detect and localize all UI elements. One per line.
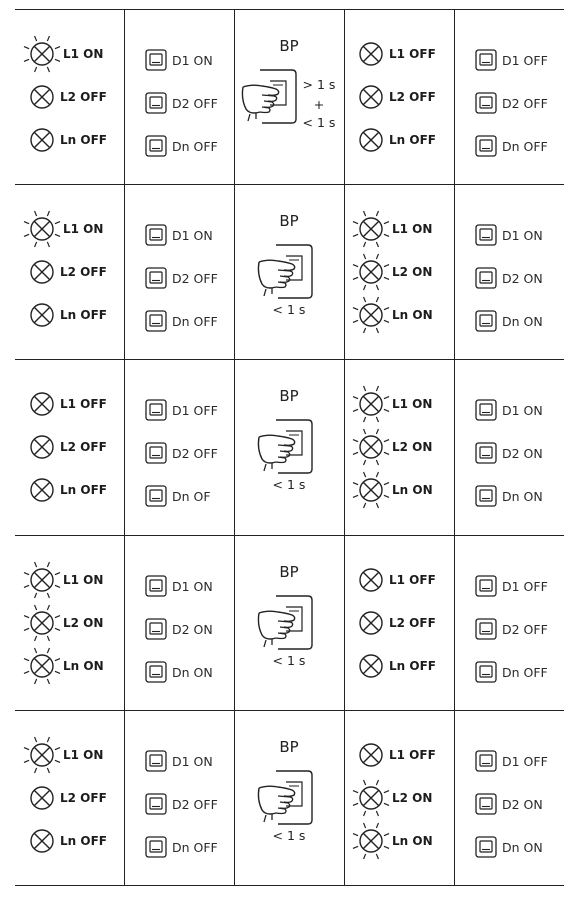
device-status-item	[475, 485, 543, 507]
lamp-label: Ln OFF	[389, 133, 436, 147]
device-status-item	[475, 793, 543, 815]
lamp-label: Ln ON	[392, 308, 433, 322]
lamp-on-icon	[350, 208, 392, 250]
lamp-status-item	[357, 83, 436, 111]
sequence-row	[15, 9, 564, 184]
lamp-status-item	[357, 652, 436, 680]
switch-device-icon	[475, 224, 497, 246]
device-label: Dn OFF	[502, 664, 548, 680]
lamp-label: L2 ON	[392, 440, 433, 454]
lamp-label: Ln ON	[392, 834, 433, 848]
lamp-label: Ln OFF	[60, 133, 107, 147]
lamp-status-item	[357, 566, 436, 594]
device-status-item	[475, 442, 543, 464]
push-button-hand-icon	[256, 768, 320, 830]
switch-device-icon	[475, 92, 497, 114]
switch-device-icon	[475, 836, 497, 858]
lamp-status-item	[350, 469, 433, 511]
switch-device-icon	[475, 310, 497, 332]
press-duration-text: < 1 s	[272, 302, 306, 317]
before-lamps-cell	[15, 535, 124, 710]
lamp-on-icon	[350, 294, 392, 336]
device-label: D2 ON	[172, 621, 213, 637]
after-lamps-cell	[344, 9, 454, 184]
switch-device-icon	[475, 618, 497, 640]
switch-device-icon	[145, 793, 167, 815]
device-label: D1 ON	[172, 227, 213, 243]
device-status-item	[475, 92, 548, 114]
lamp-status-item	[28, 301, 107, 329]
lamp-status-item	[21, 602, 103, 644]
switch-device-icon	[145, 618, 167, 640]
after-lamps-cell	[344, 535, 454, 710]
device-status-item	[475, 49, 548, 71]
device-label: D1 OFF	[172, 402, 218, 418]
lamp-status-item	[28, 784, 107, 812]
lamp-status-item	[21, 208, 103, 250]
press-duration-text: < 1 s	[272, 477, 306, 492]
before-devices-cell	[124, 710, 234, 885]
switch-device-icon	[145, 267, 167, 289]
switch-device-icon	[145, 442, 167, 464]
push-button-illustration	[256, 242, 320, 304]
device-label: D1 OFF	[502, 578, 548, 594]
lamp-off-icon	[28, 258, 56, 286]
lamp-status-item	[350, 426, 432, 468]
lamp-status-item	[28, 476, 107, 504]
lamp-on-icon	[21, 33, 63, 75]
lamp-status-item	[21, 734, 103, 776]
device-label: D2 OFF	[172, 270, 218, 286]
lamp-status-item	[350, 294, 433, 336]
lamp-off-icon	[28, 83, 56, 111]
device-status-item	[145, 399, 218, 421]
sequence-row	[15, 359, 564, 534]
switch-device-icon	[145, 575, 167, 597]
lamp-label: Ln OFF	[389, 659, 436, 673]
lamp-status-item	[28, 83, 107, 111]
switch-device-icon	[145, 135, 167, 157]
lamp-status-item	[28, 827, 107, 855]
lamp-on-icon	[21, 208, 63, 250]
before-devices-cell	[124, 184, 234, 359]
lamp-status-item	[350, 777, 432, 819]
switch-device-icon	[145, 485, 167, 507]
lamp-on-icon	[350, 820, 392, 862]
lamp-status-item	[21, 645, 104, 687]
device-label: Dn OFF	[502, 138, 548, 154]
device-label: D2 ON	[502, 796, 543, 812]
push-button-hand-icon	[256, 593, 320, 655]
lamp-label: L2 OFF	[60, 90, 107, 104]
push-button-hand-icon	[256, 417, 320, 479]
lamp-on-icon	[350, 383, 392, 425]
after-lamps-cell	[344, 710, 454, 885]
lamp-status-item	[21, 559, 103, 601]
row-divider	[15, 885, 564, 886]
switch-device-icon	[475, 49, 497, 71]
device-label: D2 ON	[502, 445, 543, 461]
lamp-label: L2 OFF	[60, 265, 107, 279]
device-status-item	[145, 224, 213, 246]
lamp-label: Ln ON	[63, 659, 104, 673]
device-label: Dn ON	[502, 839, 543, 855]
lamp-on-icon	[350, 777, 392, 819]
device-label: D2 OFF	[172, 796, 218, 812]
before-lamps-cell	[15, 710, 124, 885]
after-devices-cell	[454, 184, 564, 359]
lamp-on-icon	[21, 559, 63, 601]
device-label: D2 OFF	[502, 95, 548, 111]
push-button-cell	[234, 359, 344, 534]
lamp-label: L1 OFF	[389, 47, 436, 61]
device-status-item	[145, 793, 218, 815]
push-button-label: BP	[279, 212, 299, 230]
switch-device-icon	[475, 485, 497, 507]
lamp-label: L1 ON	[63, 47, 104, 61]
lamp-label: L2 OFF	[389, 90, 436, 104]
before-lamps-cell	[15, 9, 124, 184]
switch-device-icon	[475, 793, 497, 815]
lamp-label: Ln OFF	[60, 834, 107, 848]
device-status-item	[145, 750, 213, 772]
device-label: D1 ON	[172, 578, 213, 594]
switch-device-icon	[145, 661, 167, 683]
lamp-off-icon	[28, 784, 56, 812]
lamp-label: L2 ON	[392, 265, 433, 279]
press-duration-text: < 1 s	[272, 653, 306, 668]
lamp-off-icon	[28, 301, 56, 329]
device-status-item	[145, 575, 213, 597]
sequence-row	[15, 710, 564, 885]
device-status-item	[475, 836, 543, 858]
device-status-item	[475, 224, 543, 246]
press-duration-text: < 1 s	[302, 115, 336, 130]
device-label: D2 ON	[502, 270, 543, 286]
device-label: D1 OFF	[502, 753, 548, 769]
device-status-item	[145, 92, 218, 114]
device-label: Dn OFF	[172, 138, 218, 154]
device-label: D1 ON	[172, 52, 213, 68]
before-devices-cell	[124, 359, 234, 534]
push-button-label: BP	[279, 563, 299, 581]
device-status-item	[145, 836, 218, 858]
after-lamps-cell	[344, 184, 454, 359]
lamp-status-item	[28, 258, 107, 286]
device-status-item	[145, 485, 211, 507]
before-devices-cell	[124, 535, 234, 710]
lamp-label: L2 OFF	[60, 791, 107, 805]
push-button-illustration	[256, 593, 320, 655]
after-devices-cell	[454, 359, 564, 534]
device-status-item	[145, 618, 213, 640]
lamp-label: L1 OFF	[60, 397, 107, 411]
push-button-illustration	[240, 67, 304, 129]
lamp-label: L1 ON	[63, 748, 104, 762]
lamp-off-icon	[357, 83, 385, 111]
push-button-illustration	[256, 768, 320, 830]
device-label: Dn ON	[502, 313, 543, 329]
push-button-cell	[234, 535, 344, 710]
lamp-off-icon	[357, 40, 385, 68]
switch-device-icon	[475, 399, 497, 421]
lamp-label: L1 OFF	[389, 573, 436, 587]
lamp-status-item	[357, 126, 436, 154]
lamp-label: L2 OFF	[389, 616, 436, 630]
push-button-illustration	[256, 417, 320, 479]
press-duration-text: +	[313, 97, 325, 112]
lamp-off-icon	[28, 476, 56, 504]
device-status-item	[145, 661, 213, 683]
lamp-off-icon	[357, 566, 385, 594]
switch-device-icon	[145, 399, 167, 421]
lamp-status-item	[28, 433, 107, 461]
lamp-status-item	[357, 609, 436, 637]
device-status-item	[475, 135, 548, 157]
device-status-item	[145, 135, 218, 157]
switch-device-icon	[475, 442, 497, 464]
lamp-status-item	[350, 208, 432, 250]
lamp-label: L2 ON	[392, 791, 433, 805]
switch-device-icon	[475, 750, 497, 772]
lamp-status-item	[350, 383, 432, 425]
switch-device-icon	[475, 267, 497, 289]
switch-device-icon	[145, 224, 167, 246]
after-devices-cell	[454, 9, 564, 184]
device-label: Dn OF	[172, 488, 211, 504]
lamp-label: Ln OFF	[60, 308, 107, 322]
switch-device-icon	[145, 310, 167, 332]
device-status-item	[475, 750, 548, 772]
lamp-off-icon	[28, 433, 56, 461]
lamp-status-item	[21, 33, 103, 75]
lamp-label: L2 OFF	[60, 440, 107, 454]
device-label: D2 OFF	[172, 445, 218, 461]
device-label: D1 ON	[172, 753, 213, 769]
lamp-label: L1 ON	[63, 222, 104, 236]
switch-device-icon	[145, 836, 167, 858]
device-status-item	[475, 267, 543, 289]
push-button-cell	[234, 184, 344, 359]
lamp-off-icon	[357, 741, 385, 769]
lamp-off-icon	[357, 126, 385, 154]
after-devices-cell	[454, 710, 564, 885]
push-button-hand-icon	[240, 67, 304, 129]
switch-device-icon	[145, 92, 167, 114]
push-button-label: BP	[279, 387, 299, 405]
device-label: D1 OFF	[502, 52, 548, 68]
device-status-item	[475, 399, 543, 421]
device-status-item	[145, 310, 218, 332]
lamp-label: L1 OFF	[389, 748, 436, 762]
sequence-row	[15, 535, 564, 710]
after-devices-cell	[454, 535, 564, 710]
device-status-item	[475, 310, 543, 332]
before-lamps-cell	[15, 359, 124, 534]
device-status-item	[475, 661, 548, 683]
device-label: Dn OFF	[172, 839, 218, 855]
push-button-hand-icon	[256, 242, 320, 304]
lamp-on-icon	[21, 602, 63, 644]
device-label: D1 ON	[502, 402, 543, 418]
switch-device-icon	[145, 49, 167, 71]
device-label: D2 OFF	[502, 621, 548, 637]
device-status-item	[475, 575, 548, 597]
before-devices-cell	[124, 9, 234, 184]
device-label: Dn ON	[172, 664, 213, 680]
lamp-status-item	[28, 390, 107, 418]
lamp-status-item	[357, 40, 436, 68]
lamp-on-icon	[21, 645, 63, 687]
push-button-cell	[234, 9, 344, 184]
device-label: D2 OFF	[172, 95, 218, 111]
lamp-on-icon	[21, 734, 63, 776]
after-lamps-cell	[344, 359, 454, 534]
device-status-item	[145, 267, 218, 289]
lamp-status-item	[350, 820, 433, 862]
lamp-on-icon	[350, 426, 392, 468]
device-status-item	[475, 618, 548, 640]
lamp-on-icon	[350, 251, 392, 293]
switch-device-icon	[475, 575, 497, 597]
push-button-cell	[234, 710, 344, 885]
lamp-off-icon	[357, 652, 385, 680]
lamp-off-icon	[28, 126, 56, 154]
lamp-status-item	[28, 126, 107, 154]
lamp-off-icon	[28, 827, 56, 855]
lamp-on-icon	[350, 469, 392, 511]
push-button-label: BP	[279, 738, 299, 756]
switch-device-icon	[475, 135, 497, 157]
press-duration-text: < 1 s	[272, 828, 306, 843]
device-label: Dn ON	[502, 488, 543, 504]
before-lamps-cell	[15, 184, 124, 359]
device-status-item	[145, 49, 213, 71]
press-duration-text: > 1 s	[302, 77, 336, 92]
lamp-off-icon	[357, 609, 385, 637]
device-label: D1 ON	[502, 227, 543, 243]
switch-device-icon	[145, 750, 167, 772]
lamp-label: L1 ON	[63, 573, 104, 587]
lamp-status-item	[350, 251, 432, 293]
device-status-item	[145, 442, 218, 464]
lamp-label: Ln ON	[392, 483, 433, 497]
lamp-status-item	[357, 741, 436, 769]
lamp-off-icon	[28, 390, 56, 418]
switch-device-icon	[475, 661, 497, 683]
lamp-label: L1 ON	[392, 397, 433, 411]
lamp-label: L2 ON	[63, 616, 104, 630]
device-label: Dn OFF	[172, 313, 218, 329]
lamp-label: Ln OFF	[60, 483, 107, 497]
sequence-row	[15, 184, 564, 359]
lamp-label: L1 ON	[392, 222, 433, 236]
push-button-label: BP	[279, 37, 299, 55]
